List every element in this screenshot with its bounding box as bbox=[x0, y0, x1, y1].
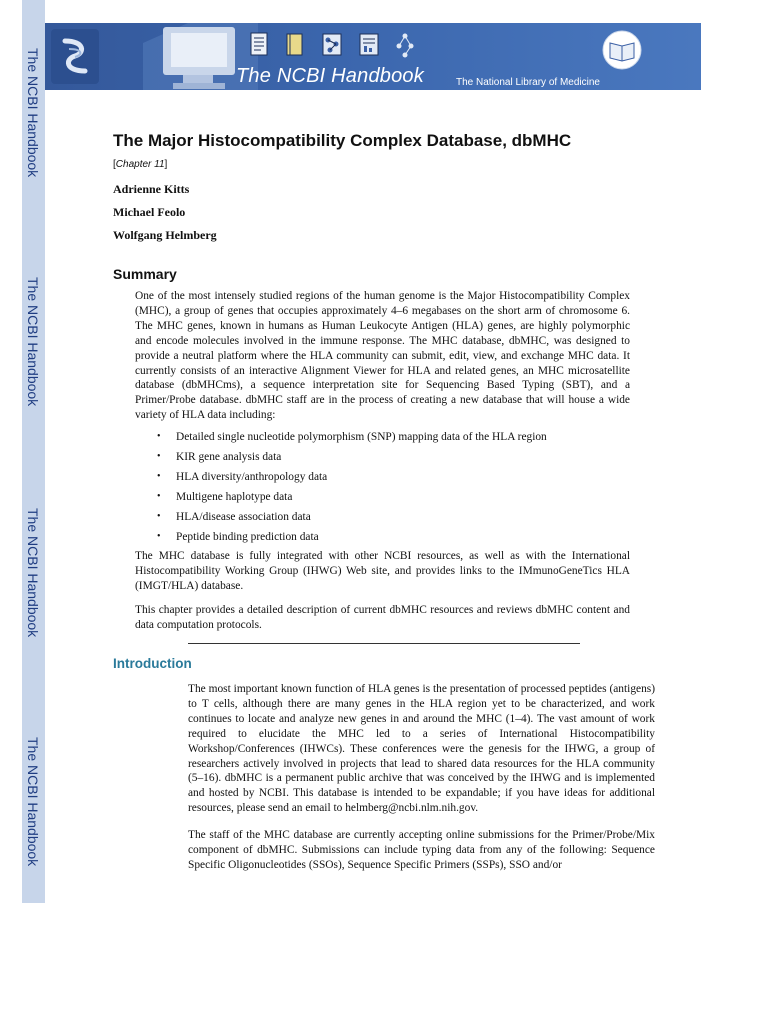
introduction-heading: Introduction bbox=[113, 656, 192, 671]
open-book-icon[interactable] bbox=[602, 30, 642, 70]
chapter-number: Chapter 11 bbox=[115, 159, 165, 170]
list-item: • HLA diversity/anthropology data bbox=[135, 470, 605, 490]
summary-paragraph: This chapter provides a detailed description of current dbMHC resources and reviews dbMHC content and data computation protocols. bbox=[135, 604, 630, 631]
section-divider bbox=[188, 643, 580, 644]
ncbi-banner bbox=[45, 23, 701, 90]
author: Adrienne Kitts bbox=[113, 182, 190, 196]
molecule-icon[interactable] bbox=[321, 31, 343, 59]
list-item: • HLA/disease association data bbox=[135, 510, 605, 530]
book-icon[interactable] bbox=[284, 31, 306, 59]
introduction-paragraph: The staff of the MHC database are currently accepting online submissions for the Primer/Probe/Mix component of dbMHC. Submissions can include typing data from any of the following: Sequence Specific Oligonucleotides (SSOs), Sequence Specific Primers (SSPs), SSO and/or bbox=[188, 829, 655, 871]
summary-paragraph: The MHC database is fully integrated with other NCBI resources, as well as with the International Histocompatibility Working Group (IHWG) Web site, and provides links to the IMmunoGeneTics HLA (IMGT/HLA) database. bbox=[135, 550, 630, 592]
chart-document-icon[interactable] bbox=[358, 31, 380, 59]
banner-subtitle: The National Library of Medicine bbox=[456, 77, 600, 88]
author: Wolfgang Helmberg bbox=[113, 228, 217, 242]
tree-icon[interactable] bbox=[394, 31, 416, 59]
summary-paragraph: One of the most intensely studied regions of the human genome is the Major Histocompatibility Complex (MHC), a group of genes that occupies approximately 4–6 megabases on the short arm of chromosome 6. The MHC genes, known in humans as Human Leukocyte Antigen (HLA) genes, are highly polymorphic and encode molecules involved in the immune response. The MHC database, dbMHC, was designed to provide a neutral platform where the HLA community can submit, edit, view, and exchange MHC data. It currently consists of an interactive Alignment Viewer for HLA and related genes, an MHC microsatellite database (dbMHCms), a sequence interpretation site for Sequencing Based Typing (SBT), and a Primer/Probe database. dbMHC staff are in the process of creating a new database that will house a wide variety of HLA data including: bbox=[135, 290, 630, 422]
list-item: • KIR gene analysis data bbox=[135, 450, 605, 470]
introduction-paragraph: The most important known function of HLA genes is the presentation of processed peptides (antigens) to T cells, although there are many genes in the HLA region yet to be characterized, and work continues to locate and analyze new genes in and around the MHC (1–4). The vast amount of work required to elucidate the MHC led to a series of International Histocompatibility Workshop/Conferences (IHWCs). These conferences were the genesis for the IHWG, a group of researchers actively involved in projects that lead to shared data resources for the HLA community (5–16). dbMHC is a permanent public archive that was conceived by the IHWG and is implemented and hosted by NCBI. This database is intended to be expandable; if you have ideas for additional resources, please send an email to helmberg@ncbi.nlm.nih.gov. bbox=[188, 683, 655, 815]
list-item: • Multigene haplotype data bbox=[135, 490, 605, 510]
article-title: The Major Histocompatibility Complex Database, dbMHC bbox=[113, 131, 572, 150]
document-icon[interactable] bbox=[249, 31, 271, 59]
list-item: • Peptide binding prediction data bbox=[135, 530, 605, 550]
chapter-label: [Chapter 11] bbox=[113, 159, 168, 170]
author: Michael Feolo bbox=[113, 205, 186, 219]
list-item: • Detailed single nucleotide polymorphism (SNP) mapping data of the HLA region bbox=[135, 430, 605, 450]
summary-heading: Summary bbox=[113, 266, 177, 282]
banner-title: The NCBI Handbook bbox=[236, 65, 424, 87]
ncbi-logo-icon bbox=[51, 29, 99, 84]
summary-bullet-list bbox=[135, 430, 605, 550]
